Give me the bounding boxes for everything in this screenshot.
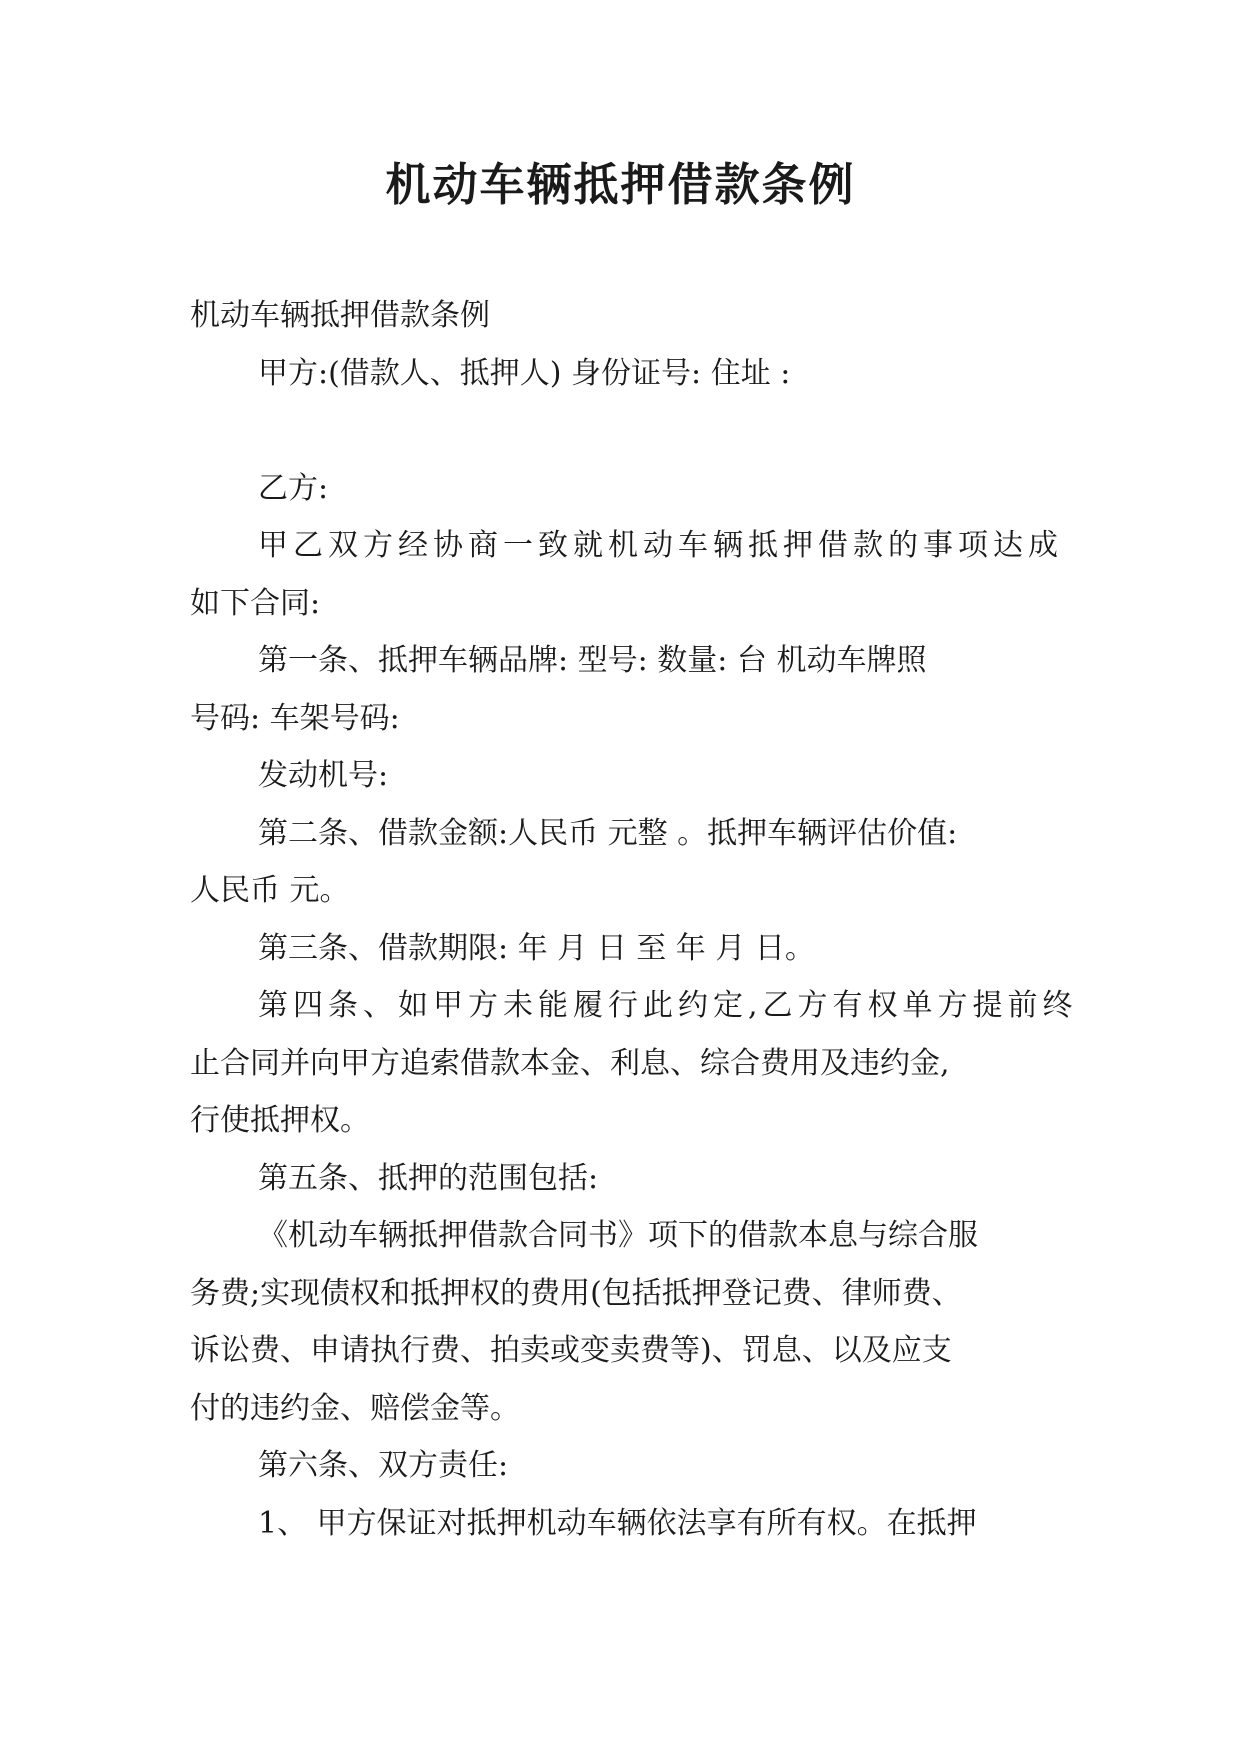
article-3-line-1: 第三条、借款期限: 年 月 日 至 年 月 日。 — [258, 930, 815, 966]
article-4-line-3: 行使抵押权。 — [190, 1103, 370, 1138]
agreement-intro-line-2: 如下合同: — [190, 585, 321, 621]
article-2-line-2: 人民币 元。 — [190, 873, 350, 908]
article-1-line-2: 号码: 车架号码: — [190, 700, 400, 736]
agreement-intro-line-1: 甲乙双方经协商一致就机动车辆抵押借款的事项达成 — [258, 528, 1063, 563]
document-body — [190, 287, 1078, 1552]
blank-line — [190, 402, 1060, 460]
article-6-item-1-line-1: 1、 甲方保证对抵押机动车辆依法享有所有权。在抵押 — [258, 1505, 977, 1541]
document-title: 机动车辆抵押借款条例 — [385, 158, 856, 211]
article-5-line-5: 付的违约金、赔偿金等。 — [190, 1390, 520, 1426]
party-a-line: 甲方:(借款人、抵押人) 身份证号: 住址 : — [258, 355, 791, 391]
body-heading-line: 机动车辆抵押借款条例 — [190, 298, 490, 333]
article-6-line-1: 第六条、双方责任: — [258, 1448, 509, 1483]
article-5-line-3: 务费;实现债权和抵押权的费用(包括抵押登记费、律师费、 — [190, 1275, 962, 1311]
article-2-line-1: 第二条、借款金额:人民币 元整 。抵押车辆评估价值: — [258, 815, 958, 851]
party-b-line: 乙方: — [258, 470, 329, 506]
article-1-line-1: 第一条、抵押车辆品牌: 型号: 数量: 台 机动车牌照 — [258, 643, 927, 678]
article-5-line-4: 诉讼费、申请执行费、拍卖或变卖费等)、罚息、以及应支 — [190, 1333, 952, 1368]
article-1-line-3: 发动机号: — [258, 758, 389, 793]
article-4-line-1: 第四条、如甲方未能履行此约定,乙方有权单方提前终 — [258, 988, 1078, 1023]
article-5-line-1: 第五条、抵押的范围包括: — [258, 1160, 599, 1196]
article-4-line-2: 止合同并向甲方追索借款本金、利息、综合费用及违约金, — [190, 1045, 950, 1081]
article-5-line-2: 《机动车辆抵押借款合同书》项下的借款本息与综合服 — [258, 1218, 978, 1253]
